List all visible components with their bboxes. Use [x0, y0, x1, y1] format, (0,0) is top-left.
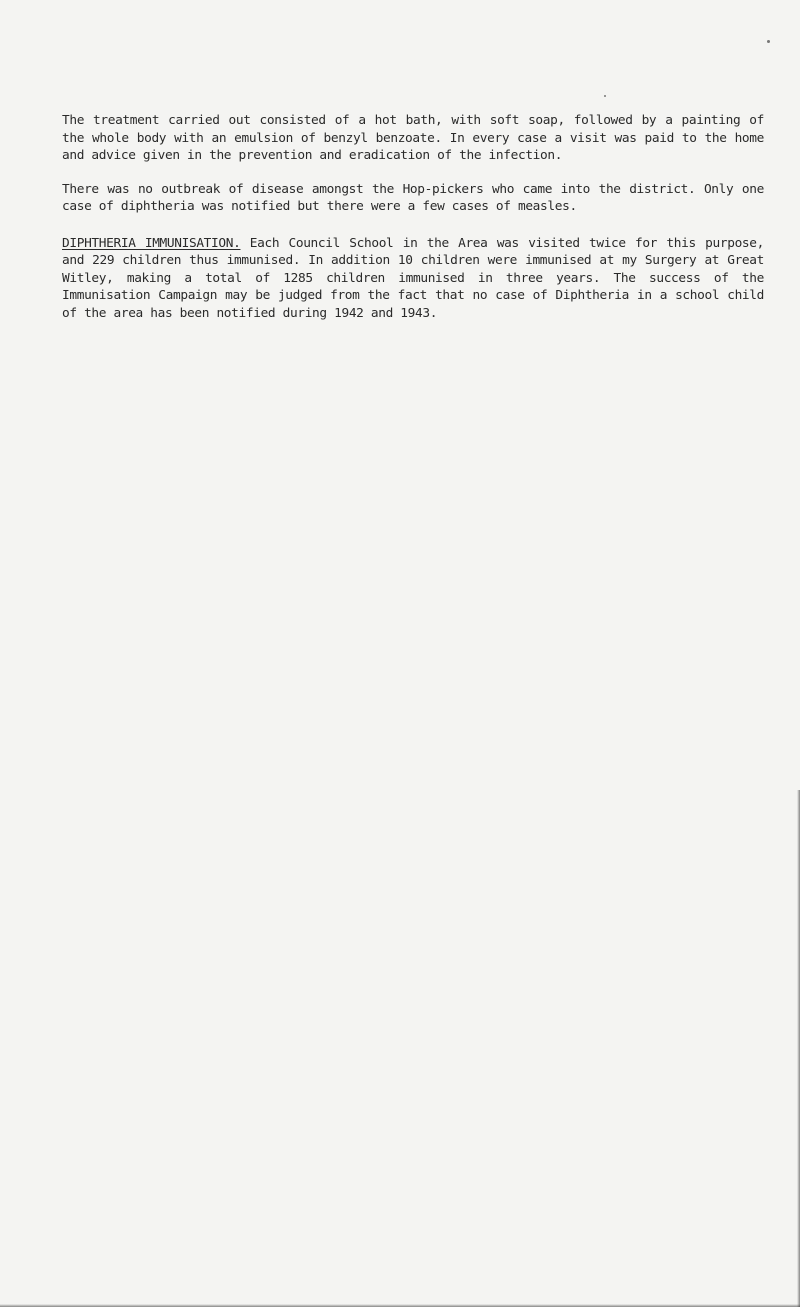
paragraph-treatment: The treatment carried out consisted of a hot bath, with soft soap, followed by a painting of the whole body with an emulsion of benzyl benzoate. In every case a visit was paid to the home and advice given in the prevention and eradication of the infection.	[62, 113, 764, 163]
section-heading: DIPHTHERIA IMMUNISATION.	[62, 235, 241, 251]
paragraph-hop-pickers: There was no outbreak of disease amongst the Hop-pickers who came into the district. Only one case of diphtheria was notified but there were a few cases of measles.	[62, 181, 764, 214]
scan-speck	[604, 95, 606, 97]
scan-speck	[767, 40, 770, 43]
document-page	[62, 112, 764, 322]
section-body: Each Council School in the Area was visited twice for this purpose, and 229 children thus immunised. In addition 10 children were immunised at my Surgery at Great Witley, making a total of 1285 children immunised in three years. The success of the Immunisation Campaign may be judged from the fact that no case of Diphtheria in a school child of the area has been notified during 1942 and 1943.	[62, 235, 764, 321]
paragraph-diphtheria-immunisation	[62, 235, 764, 323]
